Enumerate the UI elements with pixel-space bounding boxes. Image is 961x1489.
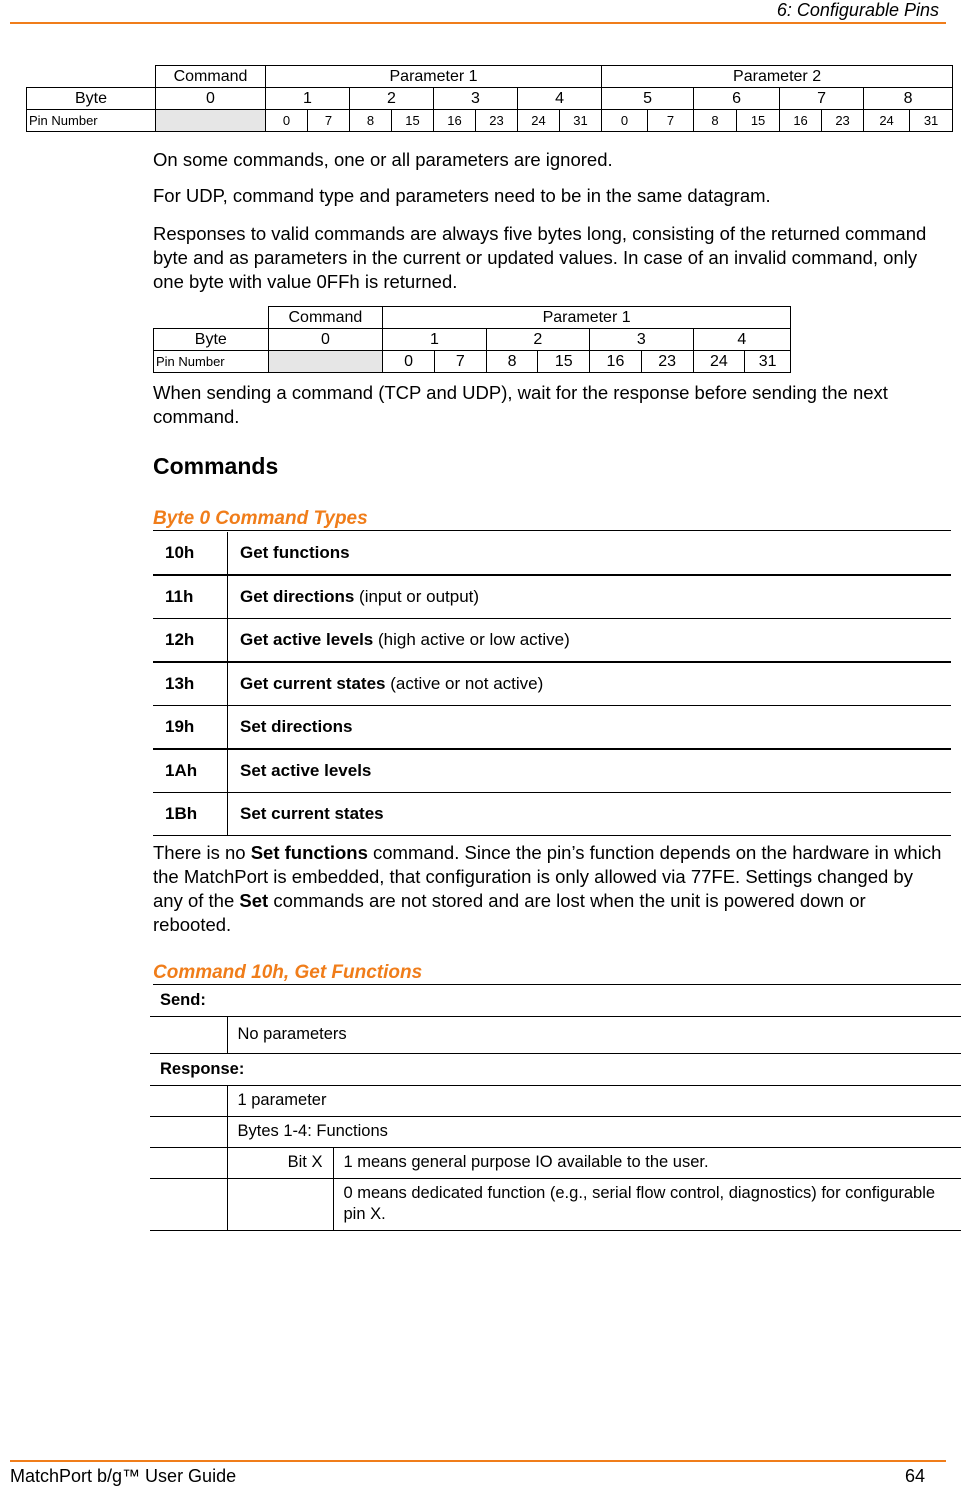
pin-cell: 31 [745, 351, 791, 373]
response-frame-table [153, 306, 791, 373]
command-code: 1Bh [153, 793, 228, 836]
parameter2-header: Parameter 2 [602, 66, 953, 88]
command-header: Command [156, 66, 266, 88]
pin-number-label: Pin Number [154, 351, 269, 373]
bit-label: Bit X [227, 1147, 333, 1178]
page-number: 64 [904, 1466, 925, 1486]
table-row [153, 619, 951, 663]
response-line: Bytes 1-4: Functions [227, 1116, 961, 1147]
pin-cell: 24 [693, 351, 745, 373]
pin-cell: 16 [434, 110, 476, 132]
table-row [153, 662, 951, 706]
byte-cell: 0 [156, 88, 266, 110]
send-label: Send: [150, 985, 961, 1016]
byte-cell: 4 [518, 88, 602, 110]
byte0-heading: Byte 0 Command Types [153, 508, 368, 529]
byte-cell: 2 [350, 88, 434, 110]
command-code: 11h [153, 575, 228, 619]
pin-cell: 8 [486, 351, 538, 373]
commands-heading: Commands [153, 453, 279, 479]
response-label: Response: [150, 1053, 961, 1085]
pin-cell-empty [268, 351, 383, 373]
command-description: Get active levels (high active or low active) [228, 619, 952, 663]
footer-rule [10, 1460, 946, 1462]
pin-cell: 31 [910, 110, 953, 132]
pin-cell: 0 [383, 351, 435, 373]
byte-label: Byte [154, 329, 269, 351]
pin-cell: 15 [392, 110, 434, 132]
document-title: MatchPort b/g™ User Guide [10, 1466, 237, 1486]
paragraph-set-functions: There is no Set functions command. Since the pin’s function depends on the hardware in which the MatchPort is embedded, that configuration is only allowed via 77FE. Settings changed by any of the Set commands are not stored and are lost when the unit is powered down or rebooted. [153, 842, 942, 935]
pin-cell: 15 [737, 110, 780, 132]
heading-rule [153, 530, 951, 531]
byte-label: Byte [27, 88, 156, 110]
pin-cell: 23 [822, 110, 864, 132]
parameter1-header: Parameter 1 [266, 66, 602, 88]
paragraph-udp: For UDP, command type and parameters need to be in the same datagram. [153, 185, 771, 206]
command-description: Set active levels [228, 749, 952, 793]
pin-cell: 8 [694, 110, 737, 132]
command-description: Set directions [228, 706, 952, 750]
bit-description: 1 means general purpose IO available to the user. [333, 1147, 961, 1178]
command-description: Get current states (active or not active) [228, 662, 952, 706]
byte-cell: 3 [434, 88, 518, 110]
pin-cell: 0 [266, 110, 308, 132]
parameter1-header: Parameter 1 [383, 307, 791, 329]
pin-cell: 23 [641, 351, 693, 373]
byte-cell: 1 [266, 88, 350, 110]
command-types-table [153, 532, 951, 836]
send-response-table [150, 985, 961, 1231]
table-row [153, 749, 951, 793]
pin-cell: 7 [648, 110, 694, 132]
byte-cell: 8 [864, 88, 953, 110]
bit-description: 0 means dedicated function (e.g., serial flow control, diagnostics) for configurable pin X. [333, 1178, 961, 1230]
command-code: 19h [153, 706, 228, 750]
response-line: 1 parameter [227, 1085, 961, 1116]
pin-cell: 8 [350, 110, 392, 132]
pin-cell-empty [156, 110, 266, 132]
pin-cell: 24 [518, 110, 560, 132]
paragraph-ignored: On some commands, one or all parameters are ignored. [153, 149, 613, 170]
command-code: 1Ah [153, 749, 228, 793]
paragraph-responses: Responses to valid commands are always five bytes long, consisting of the returned command byte and as parameters in the current or updated values. In case of an invalid command, only one byte with value 0FFh is returned. [153, 223, 927, 292]
pin-cell: 16 [590, 351, 642, 373]
byte-cell: 1 [383, 329, 486, 351]
send-value: No parameters [227, 1016, 961, 1053]
pin-cell: 7 [434, 351, 486, 373]
command-code: 13h [153, 662, 228, 706]
byte-cell: 2 [486, 329, 589, 351]
table-row [153, 793, 951, 836]
byte-cell: 0 [268, 329, 383, 351]
pin-cell: 7 [308, 110, 350, 132]
command-frame-table [26, 65, 953, 132]
table-row [153, 706, 951, 750]
command-code: 10h [153, 532, 228, 575]
command-code: 12h [153, 619, 228, 663]
byte-cell: 3 [590, 329, 693, 351]
command-description: Get directions (input or output) [228, 575, 952, 619]
command10h-heading: Command 10h, Get Functions [153, 962, 423, 983]
pin-cell: 0 [602, 110, 648, 132]
byte-cell: 5 [602, 88, 694, 110]
command-header: Command [268, 307, 383, 329]
command-description: Get functions [228, 532, 952, 575]
chapter-title: 6: Configurable Pins [776, 0, 939, 20]
byte-cell: 6 [694, 88, 780, 110]
command-description: Set current states [228, 793, 952, 836]
table-row [153, 532, 951, 575]
pin-cell: 31 [560, 110, 602, 132]
header-rule [10, 22, 946, 24]
byte-cell: 4 [693, 329, 790, 351]
pin-cell: 16 [780, 110, 822, 132]
paragraph-wait: When sending a command (TCP and UDP), wait for the response before sending the next command. [153, 382, 888, 427]
byte-cell: 7 [780, 88, 864, 110]
pin-cell: 15 [538, 351, 590, 373]
pin-number-label: Pin Number [27, 110, 156, 132]
table-row [153, 575, 951, 619]
pin-cell: 24 [864, 110, 910, 132]
pin-cell: 23 [476, 110, 518, 132]
